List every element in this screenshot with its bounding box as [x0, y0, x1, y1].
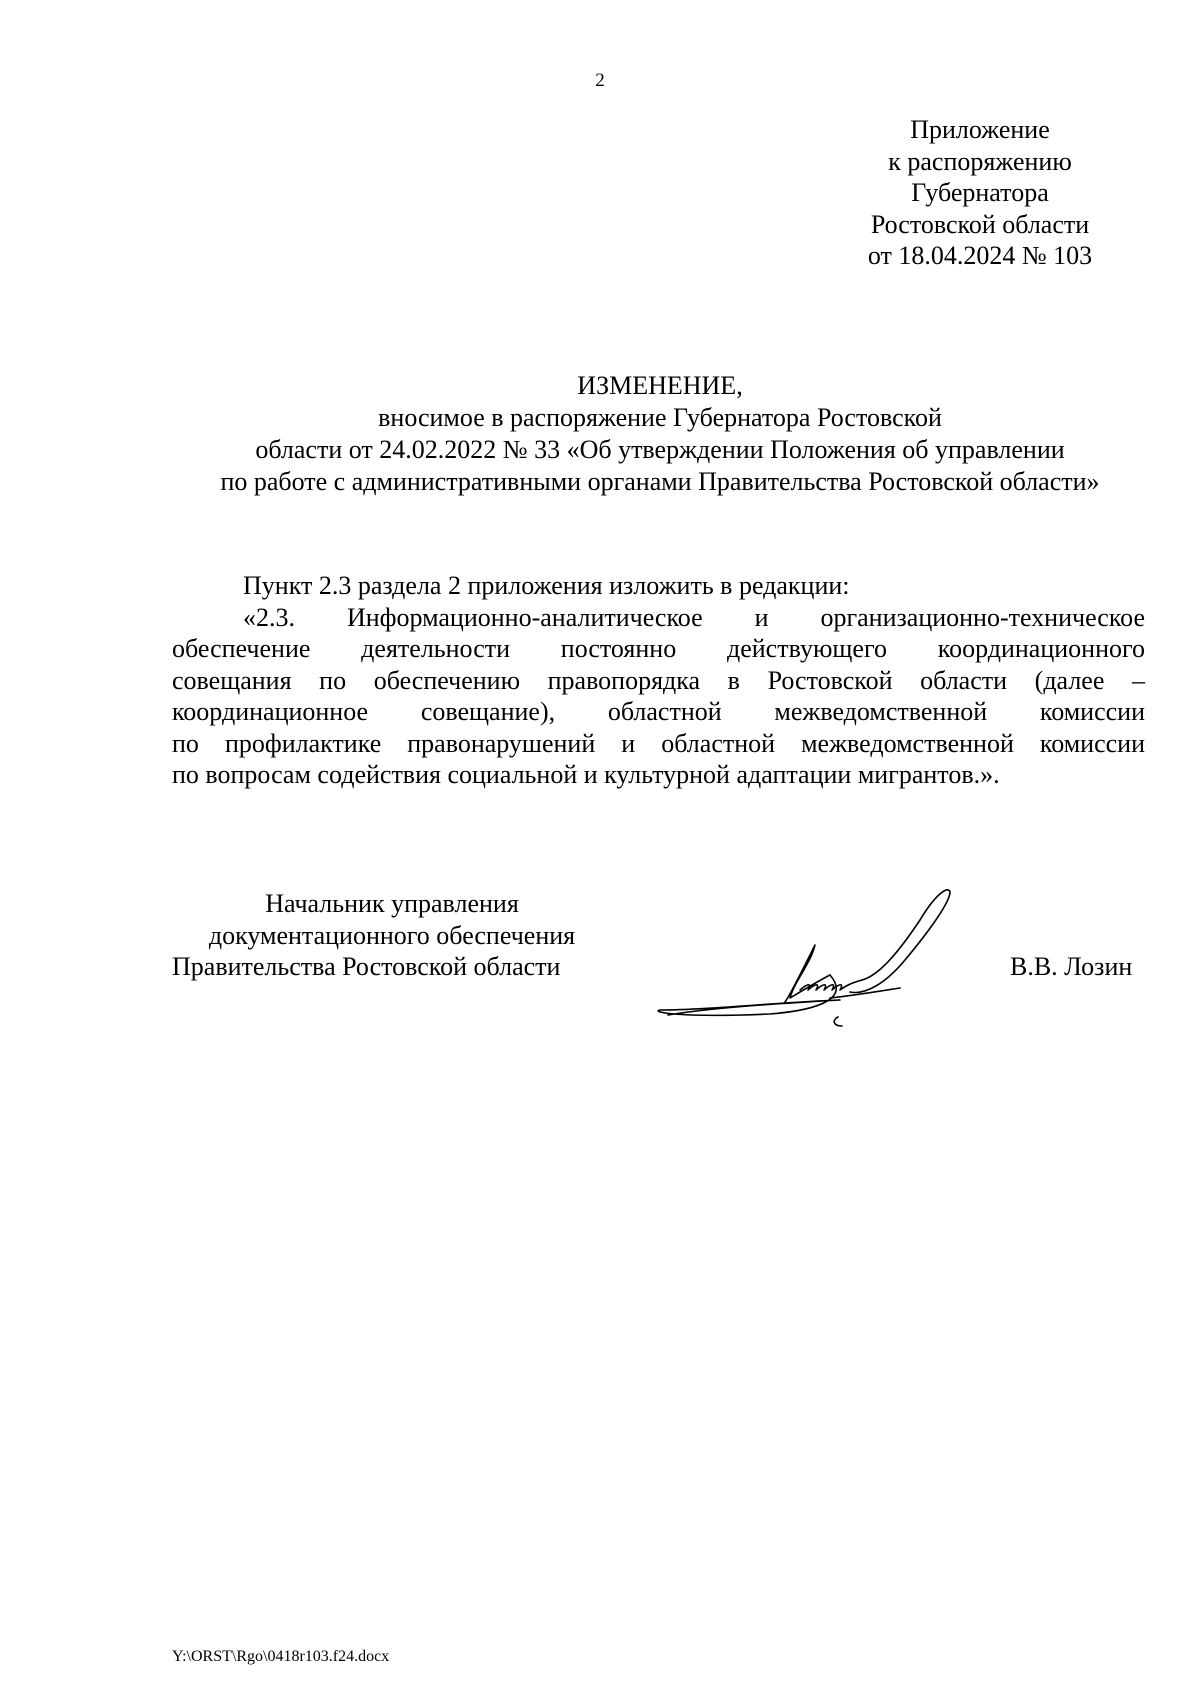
- body-line: совещания по обеспечению правопорядка в Ростовской области (далее –: [172, 665, 1145, 695]
- signer-name: В.В. Лозин: [1010, 952, 1133, 981]
- document-title: [150, 370, 1170, 498]
- appendix-line: Губернатора: [911, 178, 1049, 207]
- document-body: [172, 570, 1145, 791]
- signer-position-line: документационного обеспечения: [208, 920, 576, 950]
- body-intro: Пункт 2.3 раздела 2 приложения изложить в редакции:: [243, 571, 850, 600]
- signer-position: [172, 888, 612, 983]
- signer-position-line: Начальник управления: [265, 889, 519, 918]
- body-line: обеспечение деятельности постоянно действующего координационного: [172, 634, 1145, 663]
- body-line: «2.3. Информационно-аналитическое и организационно-техническое: [243, 602, 1145, 632]
- appendix-line: Ростовской области: [870, 209, 1090, 239]
- title-line: по работе с административными органами Правительства Ростовской области»: [220, 467, 1100, 496]
- handwritten-signature: [650, 880, 980, 1030]
- signer-position-line: Правительства Ростовской области: [172, 952, 561, 981]
- title-line: вносимое в распоряжение Губернатора Ростовской: [378, 403, 942, 432]
- appendix-line: Приложение: [910, 115, 1050, 144]
- page-number: 2: [595, 70, 605, 91]
- appendix-line: к распоряжению: [888, 146, 1072, 176]
- footer-file-path: Y:\ORST\Rgo\0418r103.f24.docx: [172, 1648, 390, 1665]
- appendix-line: от 18.04.2024 № 103: [867, 241, 1093, 270]
- body-line: по вопросам содействия социальной и культурной адаптации мигрантов.».: [172, 760, 1000, 789]
- title-heading: ИЗМЕНЕНИЕ,: [577, 371, 743, 400]
- title-line: области от 24.02.2022 № 33 «Об утверждении Положения об управлении: [255, 435, 1065, 464]
- body-line: по профилактике правонарушений и областной межведомственной комиссии: [172, 728, 1145, 758]
- appendix-block: [830, 114, 1130, 272]
- body-line: координационное совещание), областной межведомственной комиссии: [172, 697, 1145, 726]
